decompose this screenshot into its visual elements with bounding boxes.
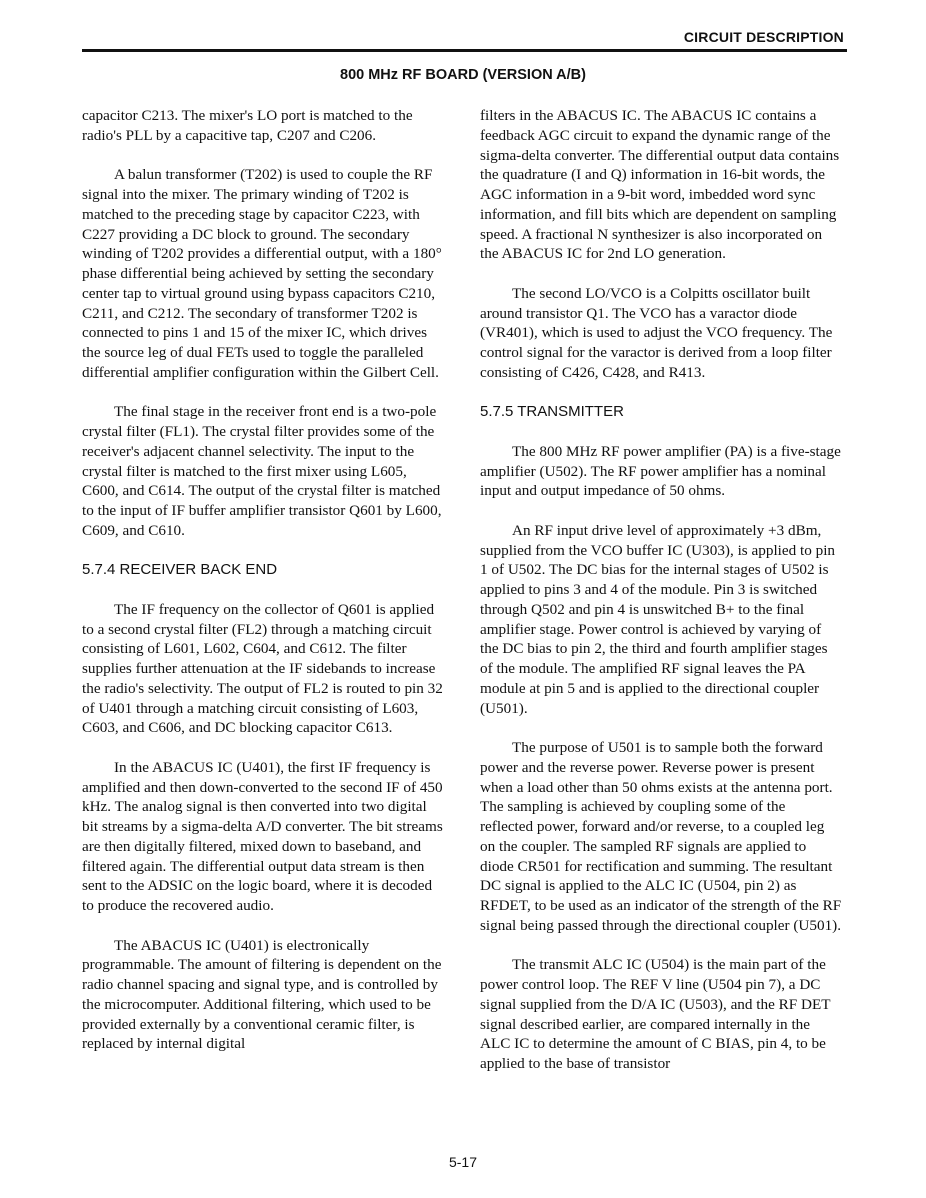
paragraph: In the ABACUS IC (U401), the first IF frequency is amplified and then down-converted to the second IF of 450 kHz. The analog signal is then converted into two digital bit streams by a sigma-delta A/D converter. The bit streams are then digitally filtered, mixed down to baseband, and filtered again. The differential output data stream is then sent to the ADSIC on the logic board, where it is decoded to produce the recovered audio. <box>82 758 443 914</box>
paragraph: A balun transformer (T202) is used to couple the RF signal into the mixer. The primary winding of T202 is matched to the preceding stage by capacitor C223, with C227 providing a DC block to ground. The secondary winding of T202 provides a differential output, with a 180° phase differential being achieved by setting the secondary center tap to virtual ground using bypass capacitors C210, C211, and C212. The secondary of transformer T202 is connected to pins 1 and 15 of the mixer IC, which drives the source leg of dual FETs used to toggle the paralleled differential amplifier configuration within the Gilbert Cell. <box>82 166 442 381</box>
paragraph: filters in the ABACUS IC. The ABACUS IC contains a feedback AGC circuit to expand the dynamic range of the sigma-delta converter. The differential output data contains the quadrature (I and Q) information in 16-bit words, the AGC information in a 9-bit word, imbedded word sync information, and fill bits which are dependent on sampling speed. A fractional N synthesizer is also incorporated on the ABACUS IC for 2nd LO generation. <box>480 107 840 263</box>
paragraph: capacitor C213. The mixer's LO port is matched to the radio's PLL by a capacitive tap, C207 and C206. <box>82 107 413 144</box>
page-number: 5-17 <box>448 1154 478 1170</box>
paragraph: The second LO/VCO is a Colpitts oscillator built around transistor Q1. The VCO has a varactor diode (VR401), which is used to adjust the VCO frequency. The control signal for the varactor is derived from a loop filter consisting of C426, C428, and R413. <box>480 284 833 381</box>
paragraph: The purpose of U501 is to sample both the forward power and the reverse power. Reverse power is present when a load other than 50 ohms exists at the antenna port. The sampling is achieved by coupling some of the reflected power, forward and/or reverse, to a coupled leg on the coupler. The sampled RF signals are applied to diode CR501 for rectification and summing. The resultant DC signal is applied to the ALC IC (U504, pin 2) as RFDET, to be used as an indicator of the strength of the RF signal being passed through the directional coupler (U501). <box>480 739 842 934</box>
left-column <box>82 106 444 1074</box>
section-title: CIRCUIT DESCRIPTION <box>683 29 844 45</box>
paragraph: The final stage in the receiver front end is a two-pole crystal filter (FL1). The crystal filter provides some of the receiver's adjacent channel selectivity. The input to the crystal filter is matched to the first mixer using L605, C600, and C614. The output of the crystal filter is matched to the input of IF buffer amplifier transistor Q601 by L600, C609, and C610. <box>82 403 442 539</box>
paragraph: The IF frequency on the collector of Q601 is applied to a second crystal filter (FL2) through a matching circuit consisting of L601, L602, C604, and C612. The filter supplies further attenuation at the IF sidebands to increase the radio's selectivity. The output of FL2 is routed to pin 32 of U401 through a matching circuit consisting of L603, C603, and C606, and DC blocking capacitor C613. <box>82 600 443 737</box>
header-divider <box>82 49 847 52</box>
paragraph: An RF input drive level of approximately +3 dBm, supplied from the VCO buffer IC (U303), is applied to pin 1 of U502. The DC bias for the internal stages of U502 is applied to pins 3 and 4 of the module. Pin 3 is switched through Q502 and pin 4 is unswitched B+ to the final amplifier stage. Power control is achieved by varying of the DC bias to pin 2, the third and fourth amplifier stages of the module. The amplified RF signal leaves the PA module at pin 5 and is applied to the directional coupler (U501). <box>480 521 836 717</box>
section-heading: 5.7.5 TRANSMITTER <box>480 403 624 421</box>
paragraph: The transmit ALC IC (U504) is the main part of the power control loop. The REF V line (U504 pin 7), a DC signal supplied from the D/A IC (U503), and the RF DET signal described earlier, are compared internally in the ALC IC to determine the amount of C BIAS, pin 4, to be applied to the base of transistor <box>480 956 831 1072</box>
page-title: 800 MHz RF BOARD (VERSION A/B) <box>340 67 586 83</box>
paragraph: The ABACUS IC (U401) is electronically programmable. The amount of filtering is dependent on the radio channel spacing and signal type, and is controlled by the microcomputer. Additional filtering, which used to be provided externally by a conventional ceramic filter, is replaced by internal digital <box>82 936 442 1053</box>
right-column <box>480 106 842 1094</box>
paragraph: The 800 MHz RF power amplifier (PA) is a five-stage amplifier (U502). The RF power amplifier has a nominal input and output impedance of 50 ohms. <box>480 442 841 500</box>
section-heading: 5.7.4 RECEIVER BACK END <box>82 561 278 579</box>
